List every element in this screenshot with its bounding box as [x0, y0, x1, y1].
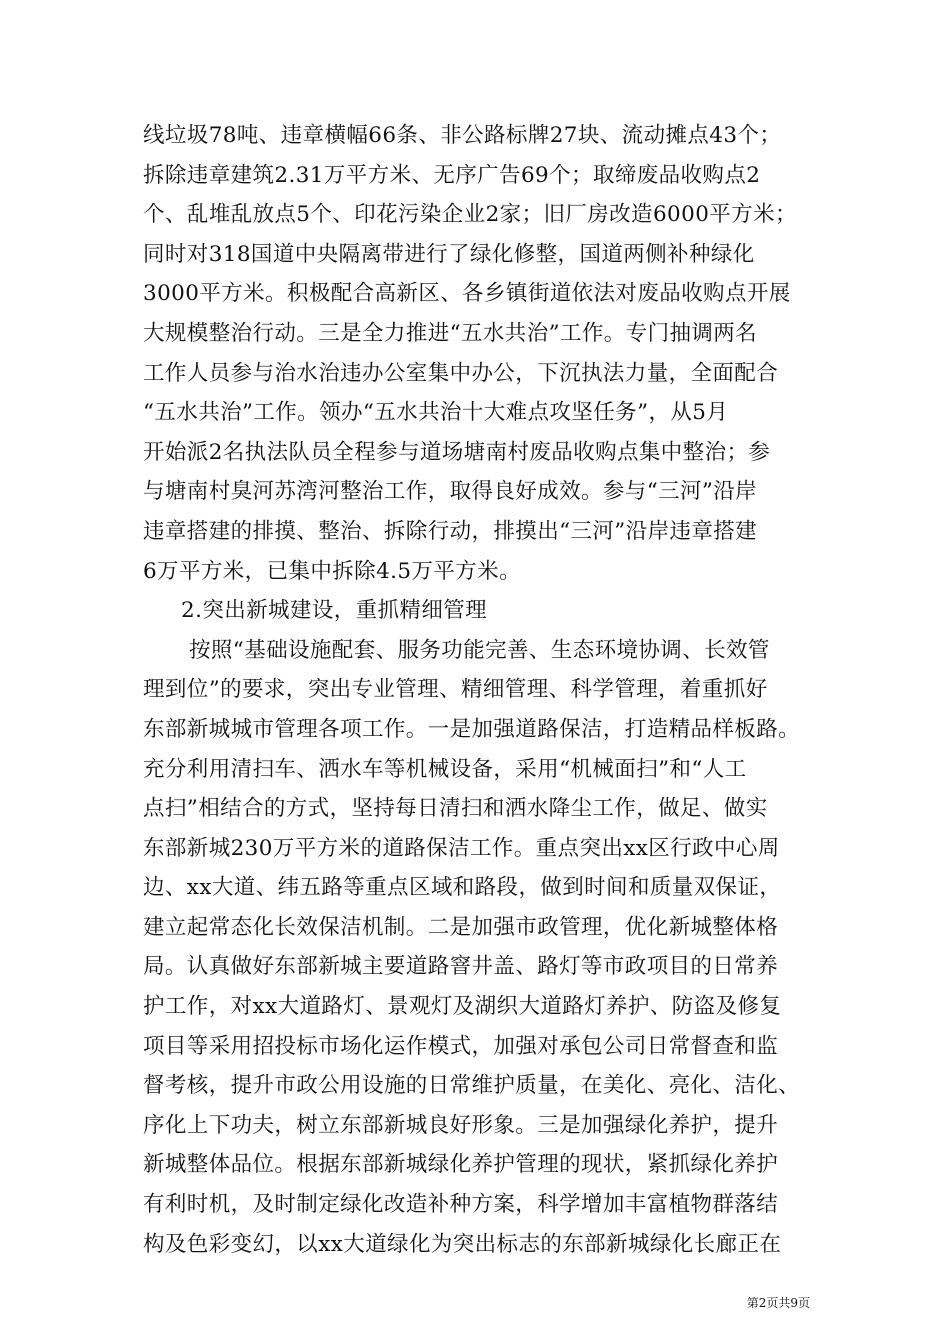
text-line: 点扫”相结合的方式，坚持每日清扫和洒水降尘工作，做足、做实	[143, 796, 768, 822]
text-line: 护工作，对xx大道路灯、景观灯及湖织大道路灯养护、防盗及修复	[143, 994, 782, 1020]
text-line: 3000平方米。积极配合高新区、各乡镇街道依法对废品收购点开展	[143, 281, 791, 307]
text-line: 工作人员参与治水治违办公室集中办公，下沉执法力量，全面配合	[143, 360, 779, 386]
text-line: 督考核，提升市政公用设施的日常维护质量，在美化、亮化、洁化、	[143, 1073, 801, 1099]
text-line: “五水共治”工作。领办“五水共治十大难点攻坚任务”，从5月	[143, 400, 729, 426]
body-text	[143, 116, 833, 1264]
text-line: 违章搭建的排摸、整治、拆除行动，排摸出“三河”沿岸违章搭建	[143, 518, 758, 544]
text-line: 理到位”的要求，突出专业管理、精细管理、科学管理，着重抓好	[143, 677, 768, 703]
text-line: 6万平方米，已集中拆除4.5万平方米。	[143, 558, 521, 584]
text-line: 项目等采用招投标市场化运作模式，加强对承包公司日常督查和监	[143, 1033, 779, 1059]
text-line: 序化上下功夫，树立东部新城良好形象。三是加强绿化养护，提升	[143, 1112, 779, 1138]
section-heading: 2.突出新城建设，重抓精细管理	[181, 598, 488, 624]
paragraph-first-line: 按照“基础设施配套、服务功能完善、生态环境协调、长效管	[189, 637, 770, 663]
text-line: 东部新城230万平方米的道路保洁工作。重点突出xx区行政中心周	[143, 835, 780, 861]
text-line: 构及色彩变幻，以xx大道绿化为突出标志的东部新城绿化长廊正在	[143, 1231, 782, 1257]
text-line: 线垃圾78吨、违章横幅66条、非公路标牌27块、流动摊点43个；	[143, 123, 782, 148]
text-line: 个、乱堆乱放点5个、印花污染企业2家；旧厂房改造6000平方米；	[143, 202, 797, 228]
text-line: 新城整体品位。根据东部新城绿化养护管理的现状，紧抓绿化养护	[143, 1152, 779, 1178]
text-line: 边、xx大道、纬五路等重点区域和路段，做到时间和质量双保证，	[143, 875, 782, 901]
text-line: 东部新城城市管理各项工作。一是加强道路保洁，打造精品样板路。	[143, 716, 801, 742]
text-line: 拆除违章建筑2.31万平方米、无序广告69个；取缔废品收购点2	[143, 162, 761, 188]
text-line: 充分利用清扫车、洒水车等机械设备，采用“机械面扫”和“人工	[143, 756, 747, 782]
text-line: 同时对318国道中央隔离带进行了绿化修整，国道两侧补种绿化	[143, 241, 755, 267]
text-line: 与塘南村臭河苏湾河整治工作，取得良好成效。参与“三河”沿岸	[143, 479, 758, 505]
text-line: 大规模整治行动。三是全力推进“五水共治”工作。专门抽调两名	[143, 320, 758, 346]
text-line: 局。认真做好东部新城主要道路窨井盖、路灯等市政项目的日常养	[143, 954, 779, 980]
text-line: 有利时机，及时制定绿化改造补种方案，科学增加丰富植物群落结	[143, 1192, 779, 1218]
text-line: 建立起常态化长效保洁机制。二是加强市政管理，优化新城整体格	[143, 914, 779, 940]
page-number: 第2页共9页	[746, 1296, 810, 1310]
text-line: 开始派2名执法队员全程参与道场塘南村废品收购点集中整治；参	[143, 439, 771, 465]
